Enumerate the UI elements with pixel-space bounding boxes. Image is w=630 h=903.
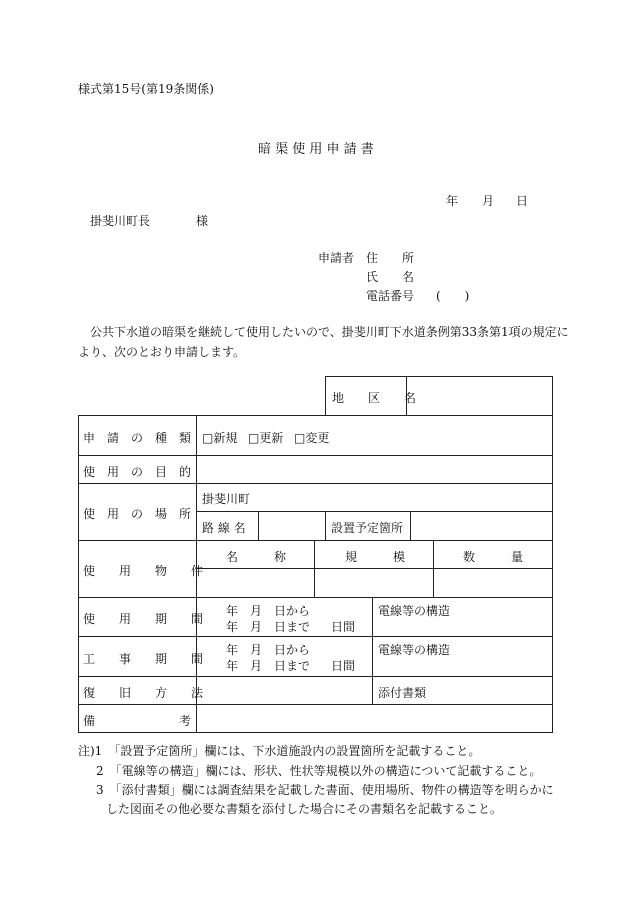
name-label: 氏 名 [366, 270, 415, 284]
date-year: 年 [446, 194, 459, 208]
page-title: 暗 渠 使 用 申 請 書 [258, 142, 374, 157]
phone-label: 電話番号 [366, 289, 415, 303]
body-text-line1: 公共下水道の暗渠を継続して使用したいので、掛斐川町下水道条例第33条第1項の規定に [90, 325, 569, 339]
checkbox-new[interactable]: □新規 [202, 431, 238, 445]
date-day: 日 [516, 194, 529, 208]
address-label: 住 所 [366, 251, 415, 265]
use-period-until: 年 月 日まで [226, 620, 311, 634]
note-2: 2 「電線等の構造」欄には、形状、性状等規模以外の構造について記載すること。 [96, 764, 542, 778]
use-period-from: 年 月 日から [226, 604, 311, 618]
phone-paren: ( ) [436, 289, 470, 303]
note-1: 注)1 「設置予定箇所」欄には、下水道施設内の設置箇所を記載すること。 [78, 744, 481, 758]
date-month: 月 [482, 194, 495, 208]
restoration-label: 復 旧 方 法 [83, 686, 204, 700]
work-period-label: 工 事 期 間 [83, 652, 204, 666]
addressee-name: 掛斐川町長 [90, 214, 151, 228]
objects-label: 使 用 物 件 [83, 564, 204, 578]
place-town: 掛斐川町 [202, 492, 251, 506]
work-period-from: 年 月 日から [226, 643, 311, 657]
use-structure-label: 電線等の構造 [378, 604, 451, 618]
note-3: 3 「添付書類」欄には調査結果を記載した書面、使用場所、物件の構造等を明らかに [96, 783, 554, 797]
form-number: 様式第15号(第19条関係) [78, 82, 214, 96]
purpose-label: 使 用 の 目 的 [83, 465, 192, 479]
planned-location-label: 設置予定箇所 [331, 521, 404, 535]
work-period-until: 年 月 日まで [226, 659, 311, 673]
work-structure-label: 電線等の構造 [378, 643, 451, 657]
addressee-honorific: 様 [196, 214, 209, 228]
application-type-label: 申 請 の 種 類 [83, 431, 192, 445]
use-period-days: 日間 [331, 620, 356, 634]
work-period-days: 日間 [331, 659, 356, 673]
checkbox-change[interactable]: □変更 [294, 431, 330, 445]
body-text-line2: より、次のとおり申請します。 [78, 345, 246, 359]
col-scale-header: 規 模 [345, 550, 406, 564]
col-quantity-header: 数 量 [463, 550, 524, 564]
checkbox-renew[interactable]: □更新 [248, 431, 284, 445]
district-label: 地 区 名 [332, 391, 417, 405]
note-3-cont: した図面その他必要な書類を添付した場合にその書類名を記載すること。 [106, 802, 503, 816]
place-label: 使 用 の 場 所 [83, 507, 192, 521]
remarks-label: 備 考 [83, 714, 192, 728]
applicant-label: 申請者 [318, 251, 355, 265]
attachments-label: 添付書類 [378, 686, 427, 700]
col-name-header: 名 称 [226, 550, 287, 564]
use-period-label: 使 用 期 間 [83, 612, 204, 626]
route-label: 路 線 名 [202, 521, 246, 535]
